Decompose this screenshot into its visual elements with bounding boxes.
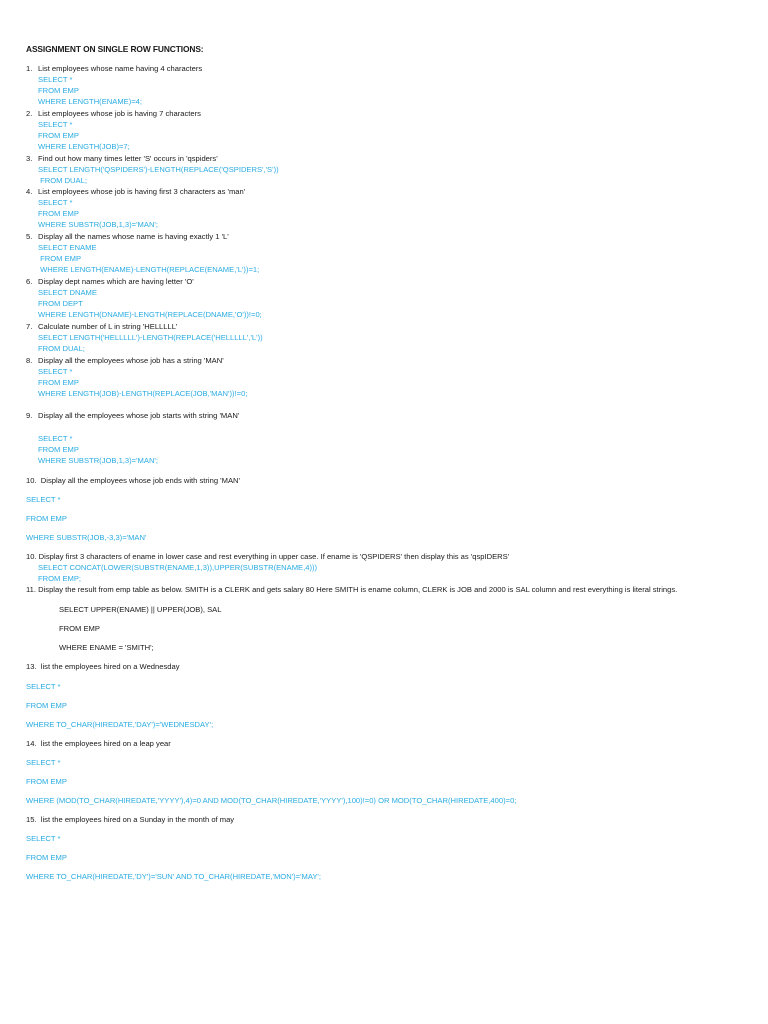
question-text: 14. list the employees hired on a leap year	[26, 739, 171, 748]
question-text: List employees whose name having 4 characters	[38, 64, 203, 73]
sql-text: SELECT *	[26, 495, 61, 504]
sql-code-line	[38, 445, 79, 455]
question-text: 15. list the employees hired on a Sunday in the month of may	[26, 815, 235, 824]
question-line	[26, 187, 245, 197]
sql-code-line	[38, 209, 79, 219]
sql-code-line	[26, 701, 67, 711]
question-line	[26, 585, 677, 595]
question-line	[59, 605, 221, 615]
sql-text: FROM EMP;	[38, 574, 82, 583]
sql-code-line	[38, 198, 72, 208]
sql-text: FROM EMP	[38, 86, 79, 95]
sql-code-line	[38, 434, 72, 444]
sql-text: SELECT LENGTH('QSPIDERS')-LENGTH(REPLACE('QSPIDERS','S'))	[38, 165, 279, 174]
sql-text: FROM EMP	[38, 445, 79, 454]
question-number: 4.	[26, 187, 33, 196]
question-text: SELECT UPPER(ENAME) || UPPER(JOB), SAL	[59, 605, 222, 614]
sql-text: WHERE LENGTH(DNAME)-LENGTH(REPLACE(DNAME,'O'))!=0;	[38, 310, 262, 319]
question-text: List employees whose job is having 7 characters	[38, 109, 201, 118]
sql-text: WHERE (MOD(TO_CHAR(HIREDATE,'YYYY'),4)=0 AND MOD(TO_CHAR(HIREDATE,'YYYY'),100)!=0) OR MOD(TO_CHAR(HIREDATE,400)=0;	[26, 796, 517, 805]
question-number: 5.	[26, 232, 33, 241]
question-line	[26, 109, 201, 119]
document-title: ASSIGNMENT ON SINGLE ROW FUNCTIONS:	[26, 44, 204, 54]
sql-text: FROM EMP	[38, 209, 79, 218]
sql-code-line	[38, 288, 97, 298]
sql-text: FROM EMP	[26, 701, 67, 710]
sql-code-line	[38, 456, 158, 466]
sql-code-line	[38, 97, 142, 107]
sql-code-line	[38, 299, 83, 309]
sql-text: SELECT ENAME	[38, 243, 97, 252]
sql-code-line	[26, 853, 67, 863]
sql-code-line	[26, 720, 213, 730]
question-text: 10. Display all the employees whose job ends with string 'MAN'	[26, 476, 240, 485]
sql-text: FROM EMP	[38, 378, 79, 387]
sql-code-line	[38, 220, 158, 230]
sql-code-line	[26, 514, 67, 524]
question-line	[59, 643, 154, 653]
question-text: Calculate number of L in string 'HELLLLL'	[38, 322, 178, 331]
sql-text: WHERE SUBSTR(JOB,1,3)='MAN';	[38, 220, 158, 229]
sql-text: SELECT *	[38, 434, 73, 443]
question-line	[26, 815, 234, 825]
question-text: Display dept names which are having letter 'O'	[38, 277, 194, 286]
question-line	[26, 739, 171, 749]
sql-text: WHERE TO_CHAR(HIREDATE,'DY')='SUN' AND TO_CHAR(HIREDATE,'MON')='MAY';	[26, 872, 321, 881]
question-text: FROM EMP	[59, 624, 100, 633]
question-number: 8.	[26, 356, 33, 365]
sql-text: SELECT *	[38, 120, 73, 129]
question-text: 11. Display the result from emp table as below. SMITH is a CLERK and gets salary 80 Here SMITH is ename column, CLERK is JOB and 2000 is SAL column and rest everything is literal strings.	[26, 585, 678, 594]
question-text: Display all the employees whose job has a string 'MAN'	[38, 356, 224, 365]
sql-text: FROM DUAL;	[38, 344, 85, 353]
sql-code-line	[26, 758, 60, 768]
sql-code-line	[38, 142, 130, 152]
sql-text: SELECT *	[26, 758, 61, 767]
sql-code-line	[38, 131, 79, 141]
sql-code-line	[26, 796, 516, 806]
question-text: Find out how many times letter 'S' occurs in 'qspiders'	[38, 154, 218, 163]
sql-code-line	[26, 682, 60, 692]
question-number: 9.	[26, 411, 33, 420]
sql-code-line	[38, 265, 259, 275]
sql-code-line	[26, 834, 60, 844]
sql-code-line	[38, 176, 87, 186]
sql-text: WHERE LENGTH(ENAME)=4;	[38, 97, 143, 106]
sql-text: SELECT *	[38, 198, 73, 207]
question-line	[26, 232, 229, 242]
sql-code-line	[38, 165, 279, 175]
question-text: 13. list the employees hired on a Wednesday	[26, 662, 180, 671]
question-line	[26, 476, 240, 486]
sql-code-line	[38, 75, 72, 85]
sql-code-line	[38, 243, 97, 253]
sql-text: WHERE SUBSTR(JOB,-3,3)='MAN'	[26, 533, 147, 542]
sql-code-line	[38, 254, 81, 264]
question-number: 3.	[26, 154, 33, 163]
sql-text: SELECT *	[26, 834, 61, 843]
sql-code-line	[26, 495, 60, 505]
sql-text: SELECT DNAME	[38, 288, 97, 297]
sql-text: SELECT *	[38, 367, 73, 376]
sql-text: FROM DUAL;	[38, 176, 87, 185]
question-text: 10. Display first 3 characters of ename in lower case and rest everything in upper case. If ename is 'QSPIDERS' then display this as 'qspIDERS'	[26, 552, 510, 561]
sql-code-line	[38, 563, 317, 573]
sql-text: FROM EMP	[26, 853, 67, 862]
question-text: List employees whose job is having first 3 characters as 'man'	[38, 187, 246, 196]
sql-code-line	[38, 333, 263, 343]
sql-code-line	[26, 872, 321, 882]
sql-text: FROM EMP	[38, 131, 79, 140]
sql-code-line	[38, 389, 247, 399]
sql-text: FROM DEPT	[38, 299, 83, 308]
sql-code-line	[38, 120, 72, 130]
sql-text: SELECT *	[26, 682, 61, 691]
sql-text: SELECT *	[38, 75, 73, 84]
question-line	[26, 154, 218, 164]
question-line	[26, 64, 202, 74]
sql-text: FROM EMP	[26, 777, 67, 786]
question-line	[26, 411, 239, 421]
question-line	[59, 624, 100, 634]
sql-code-line	[38, 378, 79, 388]
sql-text: SELECT CONCAT(LOWER(SUBSTR(ENAME,1,3)),UPPER(SUBSTR(ENAME,4)))	[38, 563, 318, 572]
question-line	[26, 662, 180, 672]
question-text: Display all the names whose name is having exactly 1 'L'	[38, 232, 229, 241]
sql-code-line	[38, 310, 262, 320]
question-line	[26, 322, 177, 332]
sql-text: FROM EMP	[26, 514, 67, 523]
sql-text: SELECT LENGTH('HELLLLL')-LENGTH(REPLACE('HELLLLL','L'))	[38, 333, 263, 342]
sql-text: WHERE LENGTH(JOB)=7;	[38, 142, 130, 151]
sql-text: WHERE SUBSTR(JOB,1,3)='MAN';	[38, 456, 158, 465]
question-text: WHERE ENAME = 'SMITH';	[59, 643, 154, 652]
question-line	[26, 277, 194, 287]
question-number: 1.	[26, 64, 33, 73]
question-line	[26, 356, 224, 366]
sql-text: WHERE TO_CHAR(HIREDATE,'DAY')='WEDNESDAY';	[26, 720, 214, 729]
sql-code-line	[38, 367, 72, 377]
sql-code-line	[26, 777, 67, 787]
question-number: 2.	[26, 109, 33, 118]
question-number: 6.	[26, 277, 33, 286]
sql-text: FROM EMP	[38, 254, 82, 263]
sql-text: WHERE LENGTH(ENAME)-LENGTH(REPLACE(ENAME,'L'))=1;	[38, 265, 260, 274]
sql-code-line	[38, 574, 81, 584]
question-text: Display all the employees whose job starts with string 'MAN'	[38, 411, 240, 420]
sql-text: WHERE LENGTH(JOB)-LENGTH(REPLACE(JOB,'MAN'))!=0;	[38, 389, 248, 398]
question-number: 7.	[26, 322, 33, 331]
sql-code-line	[38, 86, 79, 96]
question-line	[26, 552, 509, 562]
sql-code-line	[26, 533, 146, 543]
sql-code-line	[38, 344, 85, 354]
